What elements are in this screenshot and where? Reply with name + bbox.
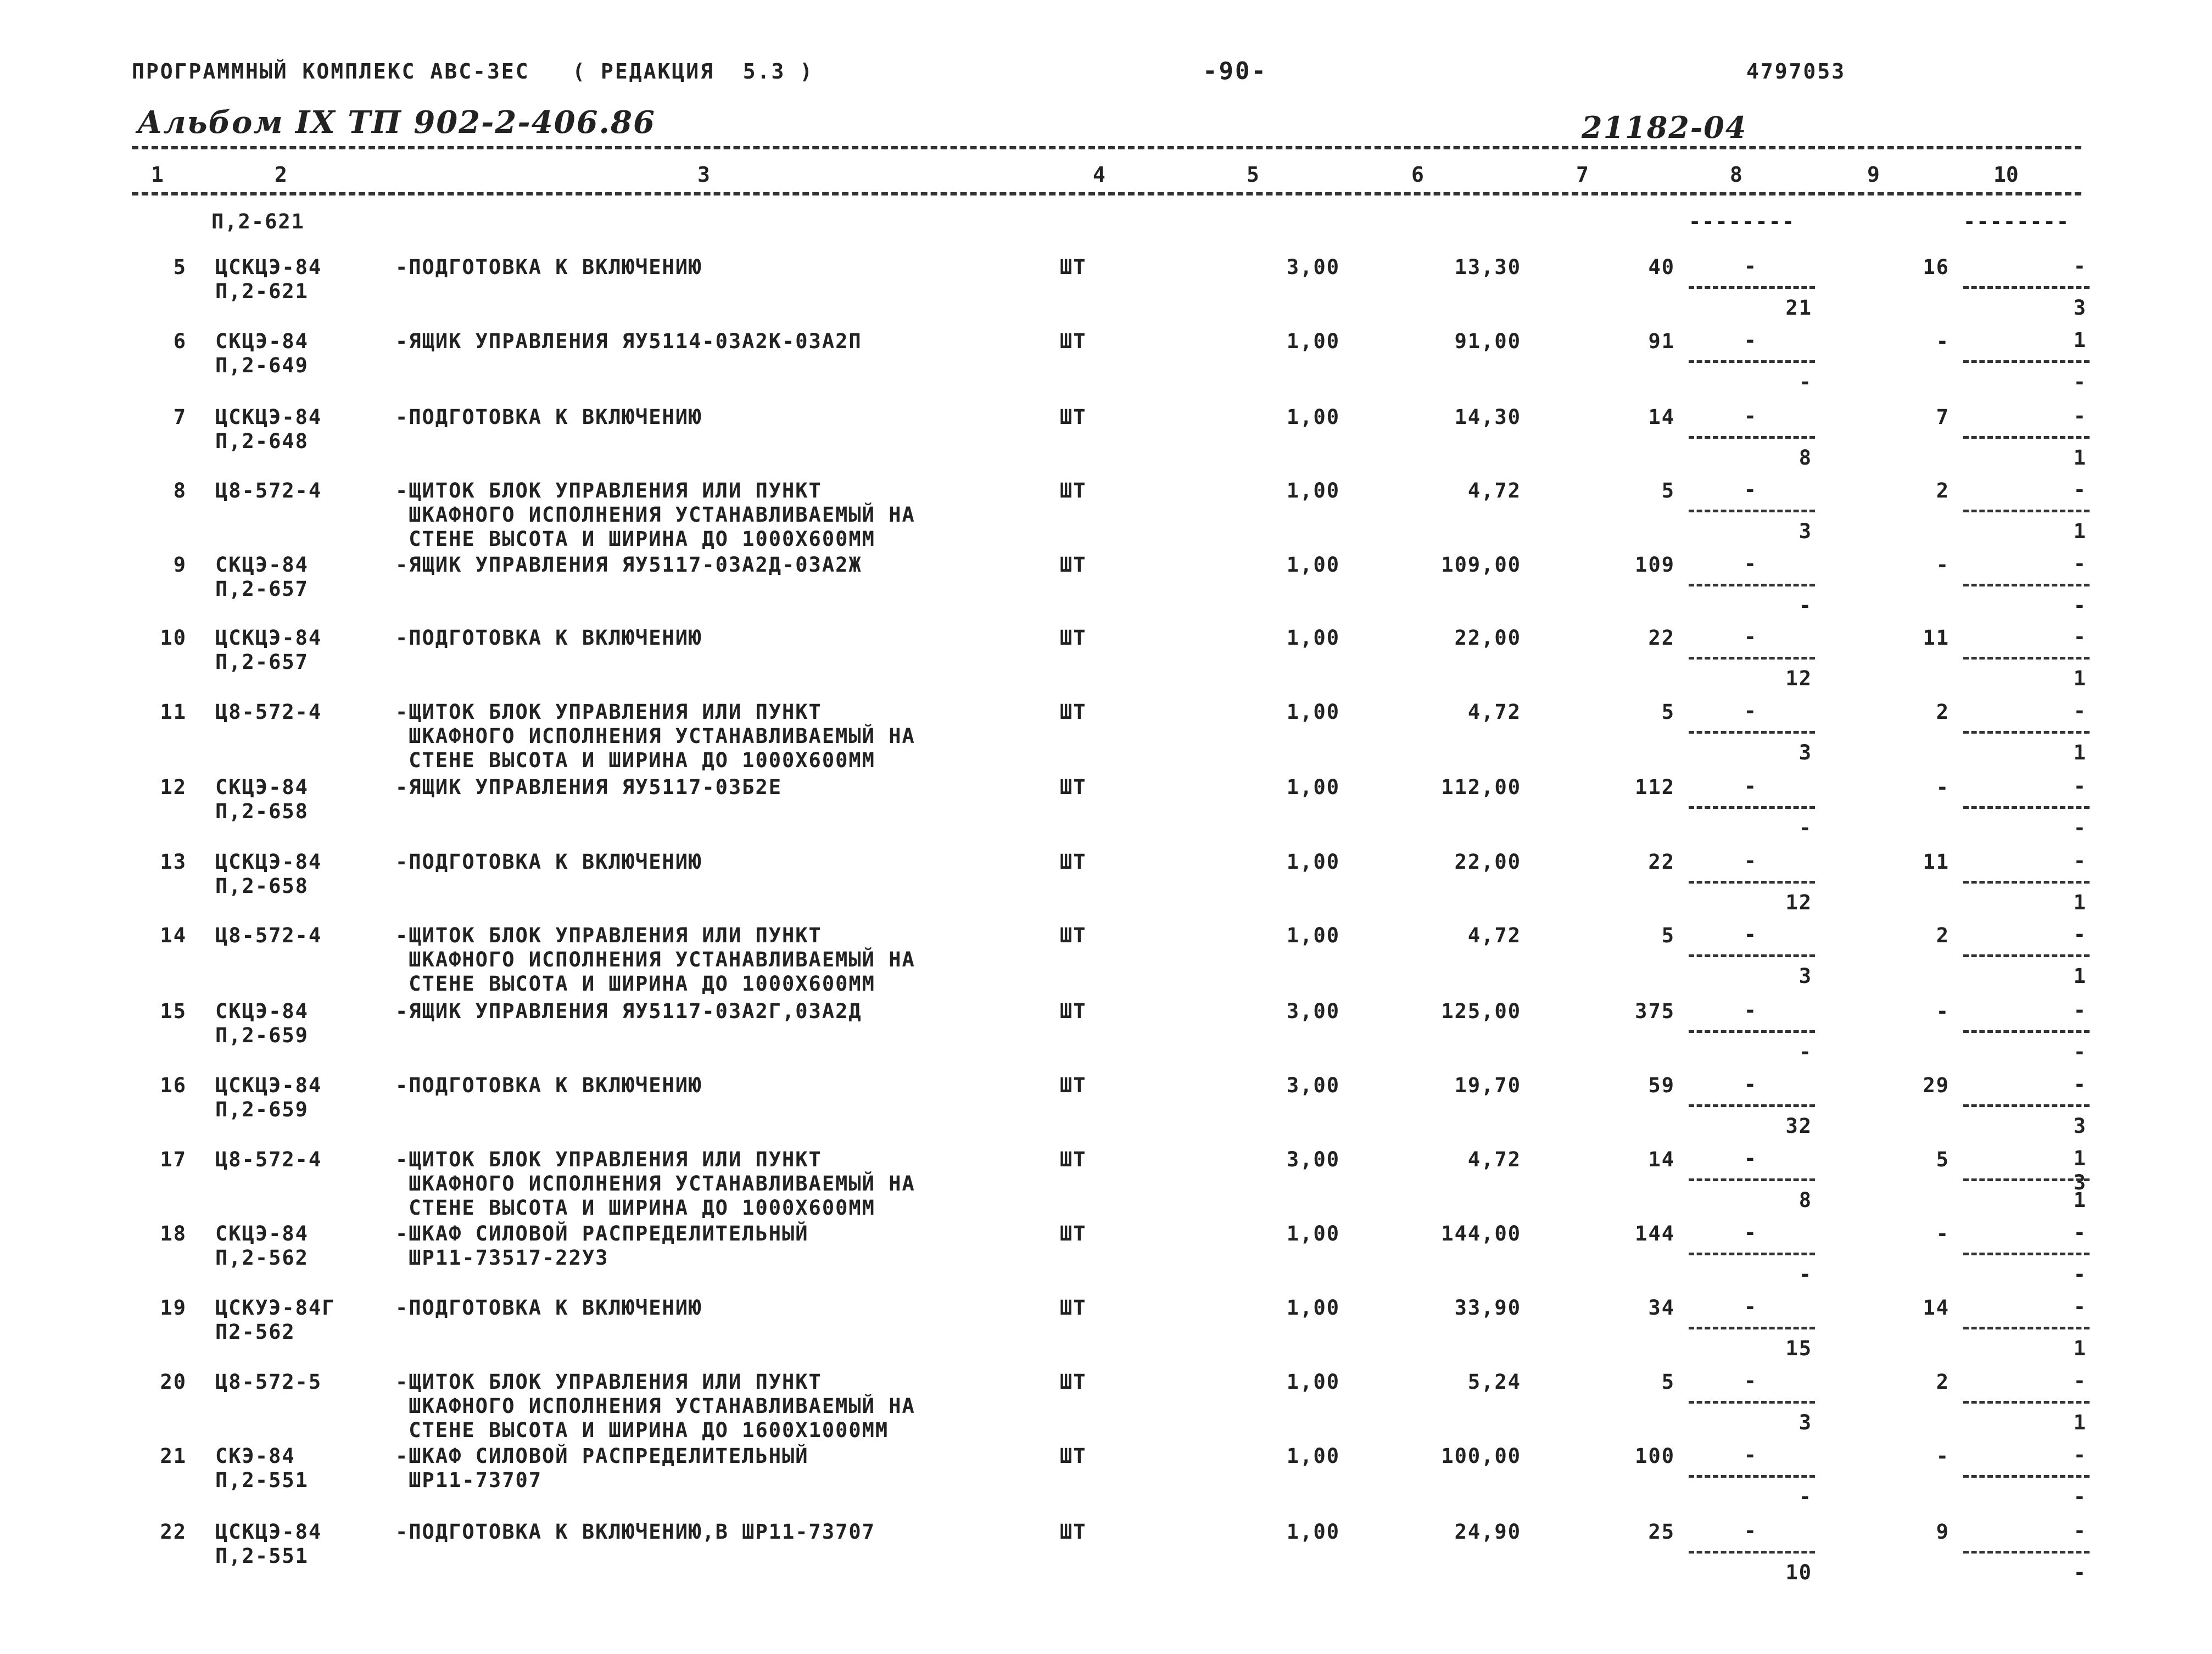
row-number: 10 xyxy=(160,626,187,650)
table-top-rule xyxy=(132,146,2081,149)
row-unit: ШТ xyxy=(1060,850,1087,874)
row-col8-bottom: 3 xyxy=(1798,519,1812,543)
document-code: 4797053 xyxy=(1746,59,1846,83)
row-name: -ПОДГОТОВКА К ВКЛЮЧЕНИЮ xyxy=(395,405,702,429)
row-col8-bottom: 3 xyxy=(1798,741,1812,764)
row-col8-rule xyxy=(1689,1551,1815,1554)
top-fragment-col8: -------- xyxy=(1689,210,1796,233)
row-col8-top: - xyxy=(1744,923,1757,946)
column-header-8: 8 xyxy=(1730,163,1742,187)
row-name: -ПОДГОТОВКА К ВКЛЮЧЕНИЮ xyxy=(395,1296,702,1320)
row-quantity: 1,00 xyxy=(1286,1296,1340,1320)
row-col10-top: - xyxy=(2073,998,2087,1022)
row-col8-rule xyxy=(1689,954,1815,957)
row-col8-bottom: 12 xyxy=(1785,891,1812,914)
row-col9: 7 xyxy=(1936,405,1950,429)
row-col8-top: - xyxy=(1744,478,1757,501)
top-fragment-code: П,2-621 xyxy=(211,210,305,233)
row-unit-price: 5,24 xyxy=(1467,1370,1521,1394)
row-quantity: 1,00 xyxy=(1286,553,1340,577)
album-title: Альбом IX ТП 902-2-406.86 xyxy=(137,104,656,141)
row-number: 5 xyxy=(173,255,187,279)
row-col9: 16 xyxy=(1923,255,1950,279)
row-total: 91 xyxy=(1648,329,1675,353)
row-name: -ЯЩИК УПРАВЛЕНИЯ ЯУ5117-03А2Г,03А2Д xyxy=(395,999,862,1023)
row-col10-rule xyxy=(1963,881,2090,884)
row-col10-top: - xyxy=(2073,254,2087,278)
row-col8-top: - xyxy=(1744,1369,1757,1393)
row-col10-bottom: - xyxy=(2073,1485,2087,1508)
row-col8-rule xyxy=(1689,731,1815,734)
row-quantity: 1,00 xyxy=(1286,1222,1340,1245)
row-total: 25 xyxy=(1648,1520,1675,1544)
row-quantity: 1,00 xyxy=(1286,1444,1340,1468)
column-header-4: 4 xyxy=(1093,163,1105,187)
row-col8-bottom: 32 xyxy=(1785,1114,1812,1138)
column-header-5: 5 xyxy=(1247,163,1259,187)
row-col9: - xyxy=(1936,1222,1950,1245)
row-col10-bottom: - xyxy=(2073,1262,2087,1286)
row-number: 22 xyxy=(160,1520,187,1544)
row-col8-top: - xyxy=(1744,849,1757,873)
row-col10-bottom: 1 xyxy=(2073,1337,2087,1360)
row-number: 14 xyxy=(160,924,187,947)
row-unit-price: 112,00 xyxy=(1441,775,1521,799)
row-col10-bottom: 1 xyxy=(2073,964,2087,988)
row-unit-price: 4,72 xyxy=(1467,479,1521,502)
row-unit: ШТ xyxy=(1060,626,1087,650)
row-col10-bottom: 3 xyxy=(2073,296,2087,320)
row-name: -ПОДГОТОВКА К ВКЛЮЧЕНИЮ xyxy=(395,626,702,650)
row-col9: - xyxy=(1936,553,1950,577)
row-total: 40 xyxy=(1648,255,1675,279)
row-unit: ШТ xyxy=(1060,775,1087,799)
row-col10-rule xyxy=(1963,360,2090,363)
row-col8-bottom: 8 xyxy=(1798,446,1812,470)
row-total: 22 xyxy=(1648,626,1675,650)
row-col9: 9 xyxy=(1936,1520,1950,1544)
row-col10-bottom: 1 xyxy=(2073,741,2087,764)
row-name: -ПОДГОТОВКА К ВКЛЮЧЕНИЮ xyxy=(395,255,702,279)
row-total: 5 xyxy=(1661,1370,1675,1394)
row-name: -ЩИТОК БЛОК УПРАВЛЕНИЯ ИЛИ ПУНКТ ШКАФНОГО ИСПОЛНЕНИЯ УСТАНАВЛИВАЕМЫЙ НА СТЕНЕ ВЫСОТА И ШИРИНА ДО 1600Х1000ММ xyxy=(395,1370,915,1442)
row-code: СКЦЭ-84 П,2-659 xyxy=(215,999,309,1047)
row-code: СКЭ-84 П,2-551 xyxy=(215,1444,309,1492)
row-col9: 2 xyxy=(1936,924,1950,947)
row-unit-price: 109,00 xyxy=(1441,553,1521,577)
row-quantity: 3,00 xyxy=(1286,1148,1340,1171)
row-unit-price: 19,70 xyxy=(1454,1074,1521,1097)
row-unit: ШТ xyxy=(1060,700,1087,724)
row-col8-rule xyxy=(1689,1475,1815,1478)
row-number: 18 xyxy=(160,1222,187,1245)
row-col9: 14 xyxy=(1923,1296,1950,1320)
row-col10-top: - xyxy=(2073,404,2087,428)
row-col9: 2 xyxy=(1936,700,1950,724)
row-col10-top: - xyxy=(2073,1519,2087,1543)
row-name: -ЩИТОК БЛОК УПРАВЛЕНИЯ ИЛИ ПУНКТ ШКАФНОГО ИСПОЛНЕНИЯ УСТАНАВЛИВАЕМЫЙ НА СТЕНЕ ВЫСОТА И ШИРИНА ДО 1000Х600ММ xyxy=(395,1148,915,1220)
row-col10-top: - xyxy=(2073,849,2087,873)
row-code: Ц8-572-4 xyxy=(215,479,322,502)
column-header-2: 2 xyxy=(275,163,287,187)
row-col9: - xyxy=(1936,1444,1950,1468)
row-quantity: 1,00 xyxy=(1286,405,1340,429)
row-col9: 2 xyxy=(1936,1370,1950,1394)
row-col8-top: - xyxy=(1744,552,1757,575)
row-col8-bottom: - xyxy=(1798,594,1812,617)
row-number: 8 xyxy=(173,479,187,502)
row-total: 5 xyxy=(1661,700,1675,724)
row-code: Ц8-572-5 xyxy=(215,1370,322,1394)
row-name: -ШКАФ СИЛОВОЙ РАСПРЕДЕЛИТЕЛЬНЫЙ ШР11-73517-22У3 xyxy=(395,1222,809,1270)
row-unit: ШТ xyxy=(1060,329,1087,353)
row-col8-rule xyxy=(1689,360,1815,363)
row-quantity: 1,00 xyxy=(1286,626,1340,650)
column-header-9: 9 xyxy=(1867,163,1880,187)
row-col8-bottom: - xyxy=(1798,816,1812,840)
row-unit-price: 125,00 xyxy=(1441,999,1521,1023)
row-col8-top: - xyxy=(1744,998,1757,1022)
row-unit: ШТ xyxy=(1060,1148,1087,1171)
row-number: 12 xyxy=(160,775,187,799)
row-code: ЦСКЦЭ-84 П,2-551 xyxy=(215,1520,322,1568)
row-col10-rule xyxy=(1963,510,2090,512)
row-col8-bottom: 15 xyxy=(1785,1337,1812,1360)
row-total: 375 xyxy=(1635,999,1675,1023)
row-number: 21 xyxy=(160,1444,187,1468)
column-header-1: 1 xyxy=(151,163,164,187)
row-unit: ШТ xyxy=(1060,255,1087,279)
row-unit-price: 24,90 xyxy=(1454,1520,1521,1544)
row-col10-top: - xyxy=(2073,1443,2087,1467)
row-col10-rule xyxy=(1963,1030,2090,1033)
row-quantity: 3,00 xyxy=(1286,999,1340,1023)
row-unit: ШТ xyxy=(1060,479,1087,502)
row-col10-top: - xyxy=(2073,923,2087,946)
row-col8-bottom: - xyxy=(1798,1262,1812,1286)
row-code: Ц8-572-4 xyxy=(215,924,322,947)
row-col8-rule xyxy=(1689,510,1815,512)
row-col8-top: - xyxy=(1744,1221,1757,1244)
row-col8-top: - xyxy=(1744,625,1757,649)
program-header: ПРОГРАММНЫЙ КОМПЛЕКС АВС-3ЕС ( РЕДАКЦИЯ 5.3 ) xyxy=(132,59,814,83)
row-unit-price: 4,72 xyxy=(1467,1148,1521,1171)
row-col8-top: - xyxy=(1744,1072,1757,1096)
row-col8-top: - xyxy=(1744,1147,1757,1170)
row-col8-rule xyxy=(1689,1253,1815,1255)
row-col10-bottom: 3 xyxy=(2073,1114,2087,1138)
row-name: -ЩИТОК БЛОК УПРАВЛЕНИЯ ИЛИ ПУНКТ ШКАФНОГО ИСПОЛНЕНИЯ УСТАНАВЛИВАЕМЫЙ НА СТЕНЕ ВЫСОТА И ШИРИНА ДО 1000Х600ММ xyxy=(395,700,915,772)
row-name: -ПОДГОТОВКА К ВКЛЮЧЕНИЮ,В ШР11-73707 xyxy=(395,1520,875,1544)
row-name: -ЯЩИК УПРАВЛЕНИЯ ЯУ5114-03А2К-03А2П xyxy=(395,329,862,353)
row-col10-rule xyxy=(1963,1178,2090,1181)
row-total: 34 xyxy=(1648,1296,1675,1320)
row-unit: ШТ xyxy=(1060,1296,1087,1320)
row-col8-top: - xyxy=(1744,774,1757,798)
row-col10-top: 1 xyxy=(2073,328,2087,352)
row-code: СКЦЭ-84 П,2-649 xyxy=(215,329,309,377)
page-number: -90- xyxy=(1203,57,1267,85)
row-col8-rule xyxy=(1689,657,1815,660)
row-col10-top: - xyxy=(2073,699,2087,723)
row-col8-top: - xyxy=(1744,1295,1757,1318)
row-name: -ЯЩИК УПРАВЛЕНИЯ ЯУ5117-03Б2Е xyxy=(395,775,783,799)
row-name: -ШКАФ СИЛОВОЙ РАСПРЕДЕЛИТЕЛЬНЫЙ ШР11-73707 xyxy=(395,1444,809,1492)
row-code: ЦСКЦЭ-84 П,2-659 xyxy=(215,1074,322,1121)
row-col9: - xyxy=(1936,329,1950,353)
row-col10-rule xyxy=(1963,657,2090,660)
row-code: Ц8-572-4 xyxy=(215,700,322,724)
row-col10-bottom: - xyxy=(2073,1561,2087,1584)
row-col8-rule xyxy=(1689,1178,1815,1181)
row-total: 100 xyxy=(1635,1444,1675,1468)
row-col10-rule xyxy=(1963,286,2090,289)
row-total: 5 xyxy=(1661,924,1675,947)
row-col8-rule xyxy=(1689,1030,1815,1033)
row-col10-rule xyxy=(1963,436,2090,439)
row-col10-top: - xyxy=(2073,625,2087,649)
row-col8-bottom: - xyxy=(1798,370,1812,394)
row-col10-top: - xyxy=(2073,1295,2087,1318)
row-name: -ЩИТОК БЛОК УПРАВЛЕНИЯ ИЛИ ПУНКТ ШКАФНОГО ИСПОЛНЕНИЯ УСТАНАВЛИВАЕМЫЙ НА СТЕНЕ ВЫСОТА И ШИРИНА ДО 1000Х600ММ xyxy=(395,924,915,996)
row-col8-bottom: 10 xyxy=(1785,1561,1812,1584)
row-col10-bottom: 1 xyxy=(2073,1188,2087,1212)
row-number: 20 xyxy=(160,1370,187,1394)
row-col8-rule xyxy=(1689,1104,1815,1107)
row-quantity: 1,00 xyxy=(1286,1370,1340,1394)
row-unit-price: 100,00 xyxy=(1441,1444,1521,1468)
row-col8-rule xyxy=(1689,584,1815,586)
row-code: СКЦЭ-84 П,2-562 xyxy=(215,1222,309,1270)
row-number: 15 xyxy=(160,999,187,1023)
row-unit: ШТ xyxy=(1060,1222,1087,1245)
row-quantity: 1,00 xyxy=(1286,924,1340,947)
column-header-3: 3 xyxy=(697,163,710,187)
row-code: ЦСКЦЭ-84 П,2-657 xyxy=(215,626,322,674)
row-col10-rule xyxy=(1963,806,2090,809)
top-fragment-col10: -------- xyxy=(1963,210,2070,233)
row-col10-rule xyxy=(1963,1475,2090,1478)
row-col10-bottom: - xyxy=(2073,370,2087,394)
row-col8-bottom: 8 xyxy=(1798,1188,1812,1212)
row-total: 5 xyxy=(1661,479,1675,502)
row-col10-rule xyxy=(1963,1253,2090,1255)
row-col8-top: - xyxy=(1744,328,1757,352)
row-code: ЦСКЦЭ-84 П,2-658 xyxy=(215,850,322,898)
row-quantity: 1,00 xyxy=(1286,700,1340,724)
row-col10-bottom: 1 xyxy=(2073,519,2087,543)
row-code: ЦСКЦЭ-84 П,2-648 xyxy=(215,405,322,453)
row-name: -ЯЩИК УПРАВЛЕНИЯ ЯУ5117-03А2Д-03А2Ж xyxy=(395,553,862,577)
row-col9: - xyxy=(1936,999,1950,1023)
row-unit-price: 22,00 xyxy=(1454,850,1521,874)
row-col10-rule xyxy=(1963,1551,2090,1554)
row-col10-top: - xyxy=(2073,1369,2087,1393)
row-quantity: 3,00 xyxy=(1286,255,1340,279)
row-col10-top: - xyxy=(2073,552,2087,575)
row-unit: ШТ xyxy=(1060,1074,1087,1097)
row-unit-price: 22,00 xyxy=(1454,626,1521,650)
row-col10-bottom: 1 xyxy=(2073,667,2087,690)
row-unit-price: 91,00 xyxy=(1454,329,1521,353)
row-col8-bottom: 3 xyxy=(1798,1411,1812,1434)
document-number: 21182-04 xyxy=(1582,110,1747,145)
row-total: 14 xyxy=(1648,405,1675,429)
row-col8-bottom: 12 xyxy=(1785,667,1812,690)
row-col10-rule xyxy=(1963,584,2090,586)
row-number: 9 xyxy=(173,553,187,577)
row-col10-top: - xyxy=(2073,774,2087,798)
row-total: 14 xyxy=(1648,1148,1675,1171)
row-quantity: 1,00 xyxy=(1286,329,1340,353)
row-name: -ПОДГОТОВКА К ВКЛЮЧЕНИЮ xyxy=(395,850,702,874)
row-col10-rule xyxy=(1963,954,2090,957)
row-unit: ШТ xyxy=(1060,1444,1087,1468)
row-number: 19 xyxy=(160,1296,187,1320)
row-code: ЦСКЦЭ-84 П,2-621 xyxy=(215,255,322,303)
row-col8-rule xyxy=(1689,881,1815,884)
row-total: 144 xyxy=(1635,1222,1675,1245)
row-col8-rule xyxy=(1689,436,1815,439)
row-col10-rule xyxy=(1963,1327,2090,1329)
row-unit-price: 33,90 xyxy=(1454,1296,1521,1320)
row-col10-bottom: 1 xyxy=(2073,1411,2087,1434)
row-unit: ШТ xyxy=(1060,999,1087,1023)
row-col10-rule xyxy=(1963,1401,2090,1404)
row-col9: 29 xyxy=(1923,1074,1950,1097)
row-col8-rule xyxy=(1689,1401,1815,1404)
row-col9: - xyxy=(1936,775,1950,799)
row-col9: 11 xyxy=(1923,626,1950,650)
row-number: 13 xyxy=(160,850,187,874)
row-col8-bottom: 3 xyxy=(1798,964,1812,988)
row-number: 17 xyxy=(160,1148,187,1171)
row-col8-top: - xyxy=(1744,1519,1757,1543)
row-code: ЦСКУЭ-84Г П2-562 xyxy=(215,1296,336,1344)
row-unit-price: 144,00 xyxy=(1441,1222,1521,1245)
row-number: 16 xyxy=(160,1074,187,1097)
column-header-7: 7 xyxy=(1576,163,1589,187)
row-total: 59 xyxy=(1648,1074,1675,1097)
row-col10-top: - xyxy=(2073,1072,2087,1096)
row-col8-top: - xyxy=(1744,699,1757,723)
row-col10-bottom: 1 xyxy=(2073,891,2087,914)
row-unit: ШТ xyxy=(1060,405,1087,429)
row-col8-bottom: - xyxy=(1798,1040,1812,1064)
row-col10-rule xyxy=(1963,1104,2090,1107)
row-name: -ПОДГОТОВКА К ВКЛЮЧЕНИЮ xyxy=(395,1074,702,1097)
row-unit-price: 14,30 xyxy=(1454,405,1521,429)
row-col10-top: - xyxy=(2073,478,2087,501)
row-col8-rule xyxy=(1689,1327,1815,1329)
row-unit-price: 4,72 xyxy=(1467,700,1521,724)
row-unit-price: 13,30 xyxy=(1454,255,1521,279)
row-col8-rule xyxy=(1689,286,1815,289)
row-col8-top: - xyxy=(1744,1443,1757,1467)
row-col8-bottom: - xyxy=(1798,1485,1812,1508)
row-unit: ШТ xyxy=(1060,924,1087,947)
column-header-6: 6 xyxy=(1411,163,1424,187)
row-number: 6 xyxy=(173,329,187,353)
row-col8-rule xyxy=(1689,806,1815,809)
row-col10-bottom: - xyxy=(2073,1040,2087,1064)
row-quantity: 3,00 xyxy=(1286,1074,1340,1097)
row-code: СКЦЭ-84 П,2-657 xyxy=(215,553,309,601)
row-col10-bottom: - xyxy=(2073,594,2087,617)
row-unit: ШТ xyxy=(1060,1370,1087,1394)
row-col10-bottom: 1 xyxy=(2073,446,2087,470)
row-quantity: 1,00 xyxy=(1286,775,1340,799)
row-code: СКЦЭ-84 П,2-658 xyxy=(215,775,309,823)
row-number: 7 xyxy=(173,405,187,429)
row-name: -ЩИТОК БЛОК УПРАВЛЕНИЯ ИЛИ ПУНКТ ШКАФНОГО ИСПОЛНЕНИЯ УСТАНАВЛИВАЕМЫЙ НА СТЕНЕ ВЫСОТА И ШИРИНА ДО 1000Х600ММ xyxy=(395,479,915,551)
row-total: 112 xyxy=(1635,775,1675,799)
row-quantity: 1,00 xyxy=(1286,1520,1340,1544)
row-unit: ШТ xyxy=(1060,553,1087,577)
row-col10-top: 1 3 xyxy=(2073,1147,2087,1194)
row-total: 22 xyxy=(1648,850,1675,874)
row-col8-top: - xyxy=(1744,404,1757,428)
row-number: 11 xyxy=(160,700,187,724)
row-col8-bottom: 21 xyxy=(1785,296,1812,320)
row-code: Ц8-572-4 xyxy=(215,1148,322,1171)
table-header-rule xyxy=(132,192,2081,195)
row-col10-rule xyxy=(1963,731,2090,734)
row-unit-price: 4,72 xyxy=(1467,924,1521,947)
row-col9: 11 xyxy=(1923,850,1950,874)
row-quantity: 1,00 xyxy=(1286,479,1340,502)
row-col8-top: - xyxy=(1744,254,1757,278)
row-quantity: 1,00 xyxy=(1286,850,1340,874)
row-col9: 5 xyxy=(1936,1148,1950,1171)
row-unit: ШТ xyxy=(1060,1520,1087,1544)
row-col10-bottom: - xyxy=(2073,816,2087,840)
column-header-10: 10 xyxy=(1993,163,2019,187)
row-col10-top: - xyxy=(2073,1221,2087,1244)
row-total: 109 xyxy=(1635,553,1675,577)
row-col9: 2 xyxy=(1936,479,1950,502)
